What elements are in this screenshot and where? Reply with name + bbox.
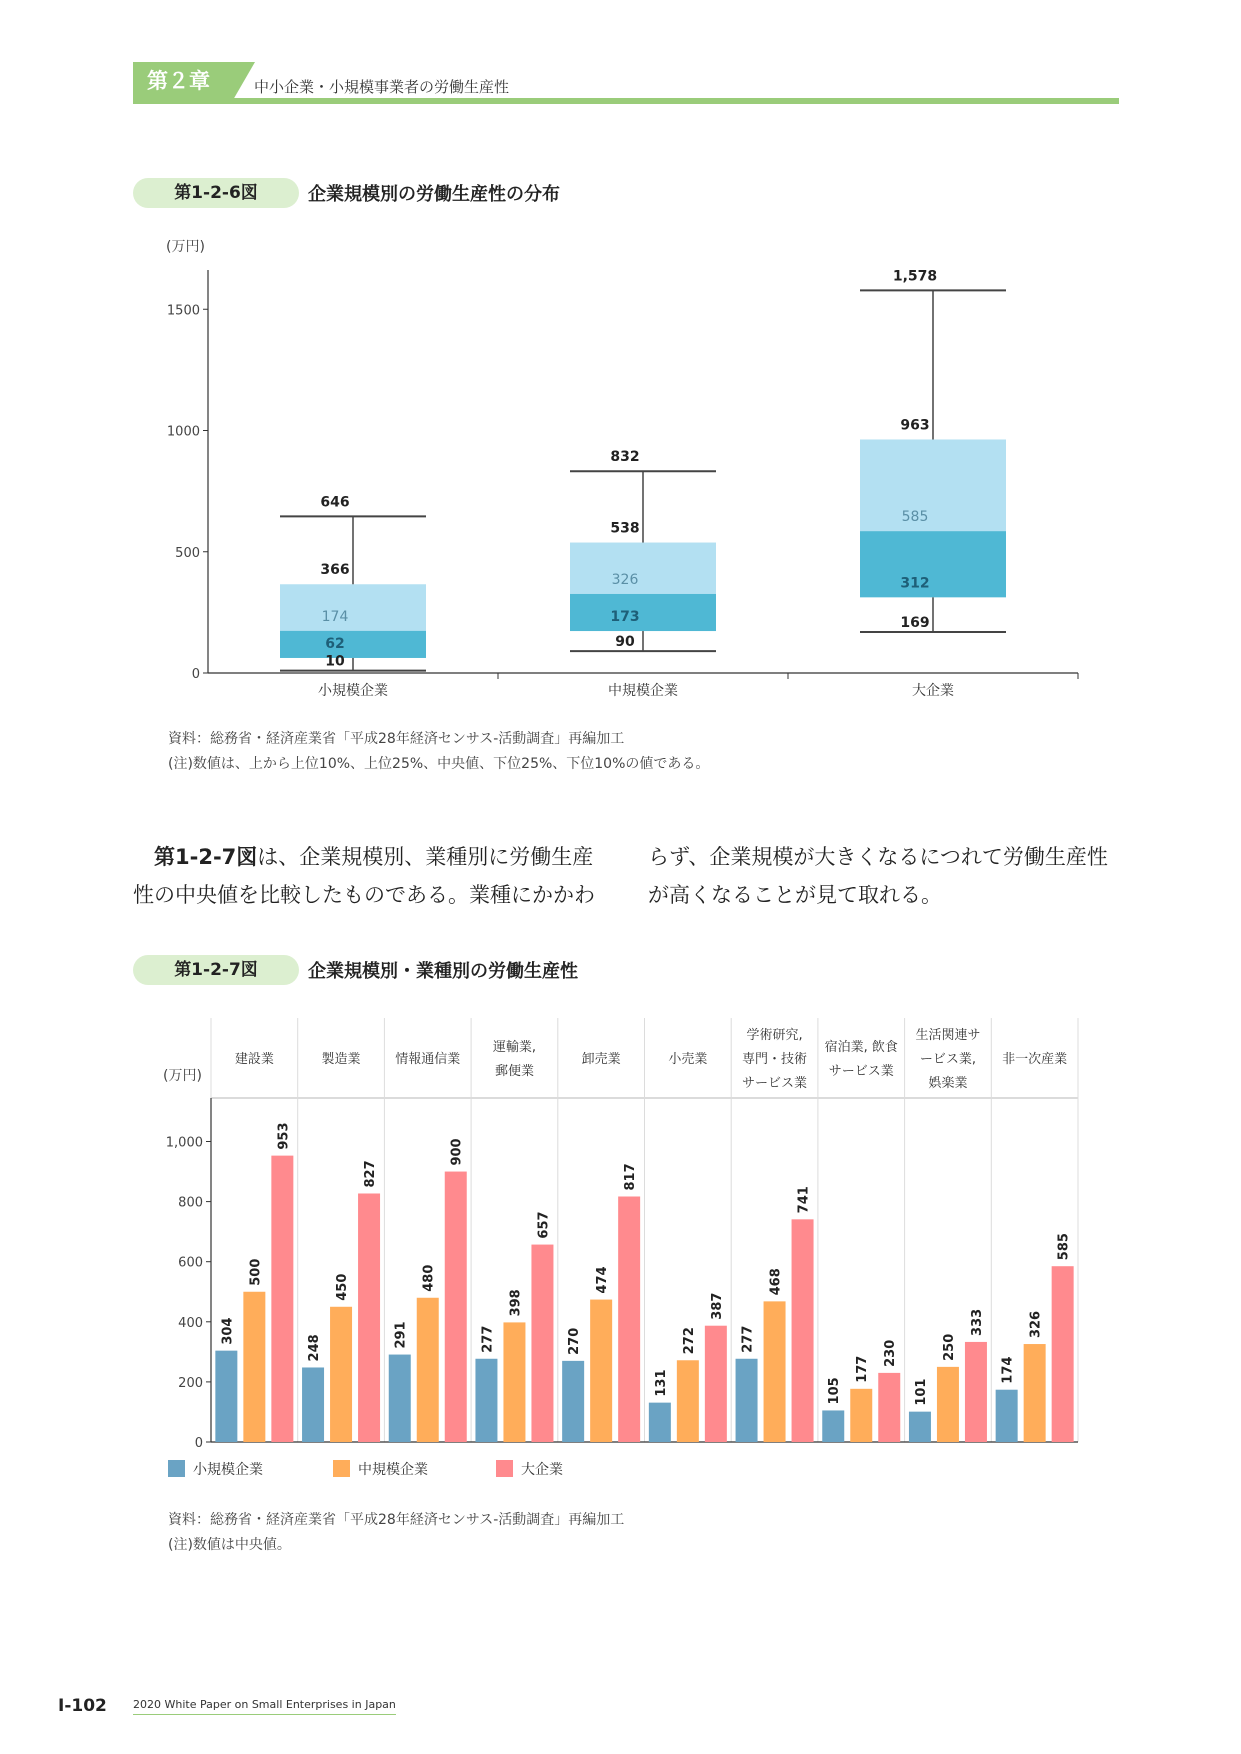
y-axis-unit: (万円): [166, 239, 205, 255]
bar: [445, 1172, 467, 1442]
bar: [909, 1412, 931, 1442]
figure2-title: 企業規模別・業種別の労働生産性: [308, 961, 578, 982]
bar: [1024, 1344, 1046, 1442]
y-tick-label: 1500: [166, 303, 200, 319]
bar-value-label: 177: [855, 1355, 871, 1383]
y-tick-label: 1,000: [165, 1135, 203, 1151]
x-category-label: サービス業: [828, 1064, 894, 1079]
figure1-title: 企業規模別の労働生産性の分布: [308, 184, 560, 205]
box-upper-quartile: [860, 439, 1006, 531]
bar-value-label: 333: [969, 1308, 985, 1336]
bar-value-label: 900: [449, 1138, 465, 1166]
y-tick-label: 400: [178, 1315, 203, 1331]
bar-value-label: 277: [740, 1325, 756, 1353]
bar-value-label: 387: [709, 1292, 725, 1320]
legend-label: 大企業: [521, 1462, 563, 1478]
legend-swatch: [168, 1460, 185, 1477]
page-number: I-102: [58, 1696, 107, 1716]
bar-value-label: 248: [307, 1334, 323, 1362]
bar: [302, 1367, 324, 1442]
bar: [677, 1360, 699, 1442]
bar-value-label: 250: [941, 1333, 957, 1361]
bar-value-label: 270: [567, 1327, 583, 1355]
bar: [1052, 1266, 1074, 1442]
bar: [389, 1355, 411, 1442]
bar: [417, 1298, 439, 1442]
bar: [965, 1342, 987, 1442]
bar: [878, 1373, 900, 1442]
label-p10: 10: [325, 653, 345, 670]
body-text-left-rest: は、企業規模別、業種別に労働生産性の中央値を比較したものである。業種にかかわ: [133, 845, 595, 907]
x-category-label: 情報通信業: [395, 1052, 461, 1067]
y-tick-label: 0: [191, 667, 200, 682]
bar: [996, 1390, 1018, 1442]
bar-value-label: 585: [1056, 1233, 1072, 1261]
bar-value-label: 817: [623, 1163, 639, 1191]
x-category-label: 卸売業: [581, 1052, 621, 1067]
x-category-label: ービス業,: [919, 1052, 977, 1067]
footer-title: 2020 White Paper on Small Enterprises in Japan: [133, 1698, 396, 1715]
bar-value-label: 398: [508, 1289, 524, 1317]
body-text-left: [133, 838, 601, 914]
bar-value-label: 304: [220, 1317, 236, 1345]
bar-value-label: 230: [883, 1339, 899, 1367]
legend-swatch: [496, 1460, 513, 1477]
bar-value-label: 174: [1000, 1356, 1016, 1384]
y-tick-label: 1000: [166, 424, 200, 440]
x-category-label: 生活関連サ: [915, 1028, 981, 1043]
bar-value-label: 101: [913, 1378, 929, 1406]
bar-value-label: 131: [653, 1369, 669, 1397]
figure2-note: (注)数値は中央値。: [168, 1537, 291, 1553]
y-tick-label: 0: [194, 1436, 203, 1451]
bar: [562, 1361, 584, 1442]
x-category-label: 学術研究,: [746, 1028, 803, 1043]
x-category-label: 非一次産業: [1002, 1052, 1068, 1067]
box-lower-quartile: [860, 531, 1006, 597]
bar: [618, 1196, 640, 1442]
y-tick-label: 600: [178, 1255, 203, 1271]
bar: [792, 1219, 814, 1442]
bar: [358, 1193, 380, 1442]
bar: [503, 1322, 525, 1442]
figure1-label: 第1-2-6図: [133, 178, 299, 208]
bar: [330, 1307, 352, 1442]
label-p90: 832: [610, 449, 640, 466]
y-axis-unit: (万円): [163, 1068, 202, 1084]
x-category-label: 大企業: [912, 683, 954, 699]
label-p25: 173: [610, 609, 640, 626]
box-upper-quartile: [280, 584, 426, 631]
x-category-label: 製造業: [321, 1052, 361, 1067]
box-upper-quartile: [570, 543, 716, 594]
bar: [243, 1292, 265, 1442]
body-figure-ref: 第1-2-7図: [154, 845, 258, 869]
box-lower-quartile: [280, 631, 426, 658]
chapter-title: 中小企業・小規模事業者の労働生産性: [254, 78, 510, 96]
x-category-label: サービス業: [742, 1076, 808, 1091]
box-chart: [0, 230, 1241, 790]
bar-value-label: 105: [827, 1377, 843, 1405]
label-p10: 90: [615, 634, 635, 651]
bar: [736, 1359, 758, 1442]
bar: [822, 1410, 844, 1442]
x-category-label: 娯楽業: [928, 1076, 968, 1091]
x-category-label: 建設業: [234, 1052, 274, 1067]
label-p90: 646: [320, 494, 350, 511]
x-category-label: 運輸業,: [492, 1040, 537, 1055]
bar-value-label: 480: [421, 1264, 437, 1292]
figure2-label: 第1-2-7図: [133, 955, 299, 985]
bar-value-label: 657: [536, 1211, 552, 1239]
x-category-label: 小規模企業: [318, 683, 388, 699]
label-p75: 538: [610, 520, 640, 537]
label-p75: 366: [320, 562, 350, 579]
box-lower-quartile: [570, 594, 716, 631]
label-median: 585: [901, 509, 929, 526]
bar-value-label: 291: [393, 1321, 409, 1349]
y-tick-label: 800: [178, 1195, 203, 1211]
bar: [531, 1245, 553, 1442]
bar: [850, 1389, 872, 1442]
bar: [764, 1301, 786, 1442]
bar-value-label: 272: [681, 1327, 697, 1355]
y-tick-label: 500: [175, 545, 200, 561]
y-tick-label: 200: [178, 1375, 203, 1391]
bar-value-label: 326: [1028, 1310, 1044, 1339]
legend-label: 中規模企業: [358, 1462, 428, 1478]
bar-value-label: 450: [335, 1273, 351, 1301]
bar-value-label: 500: [248, 1258, 264, 1286]
bar: [271, 1156, 293, 1442]
figure1-source: 資料：総務省・経済産業省「平成28年経済センサス‐活動調査」再編加工: [168, 731, 625, 747]
x-category-label: 郵便業: [494, 1064, 534, 1079]
label-median: 326: [611, 571, 639, 588]
label-median: 174: [321, 608, 349, 625]
label-p75: 963: [900, 417, 930, 434]
bar-value-label: 827: [363, 1160, 379, 1188]
bar-value-label: 741: [796, 1186, 812, 1214]
x-category-label: 中規模企業: [608, 683, 678, 699]
legend-label: 小規模企業: [193, 1462, 263, 1478]
bar: [475, 1359, 497, 1442]
bar: [937, 1367, 959, 1442]
header-rule: [133, 98, 1119, 104]
figure1-note: (注)数値は、上から上位10%、上位25%、中央値、下位25%、下位10%の値である。: [168, 756, 710, 772]
x-category-label: 宿泊業, 飲食: [824, 1040, 898, 1055]
x-category-label: 小売業: [668, 1052, 708, 1067]
bar: [590, 1300, 612, 1442]
bar: [705, 1326, 727, 1442]
label-p25: 312: [900, 575, 930, 592]
bar-chart: [0, 1000, 1241, 1500]
figure2-source: 資料：総務省・経済産業省「平成28年経済センサス‐活動調査」再編加工: [168, 1512, 625, 1528]
bar: [649, 1403, 671, 1442]
label-p25: 62: [325, 635, 345, 652]
body-text-right: らず、企業規模が大きくなるにつれて労働生産性が高くなることが見て取れる。: [648, 845, 1108, 907]
bar-value-label: 474: [595, 1266, 611, 1294]
chapter-tab: 第２章: [133, 62, 233, 100]
legend-swatch: [333, 1460, 350, 1477]
bar-value-label: 953: [276, 1122, 292, 1150]
bar-value-label: 277: [480, 1325, 496, 1353]
bar-value-label: 468: [768, 1268, 784, 1296]
x-category-label: 専門・技術: [742, 1052, 808, 1067]
label-p10: 169: [900, 615, 930, 632]
bar: [215, 1351, 237, 1442]
label-p90: 1,578: [892, 268, 938, 285]
